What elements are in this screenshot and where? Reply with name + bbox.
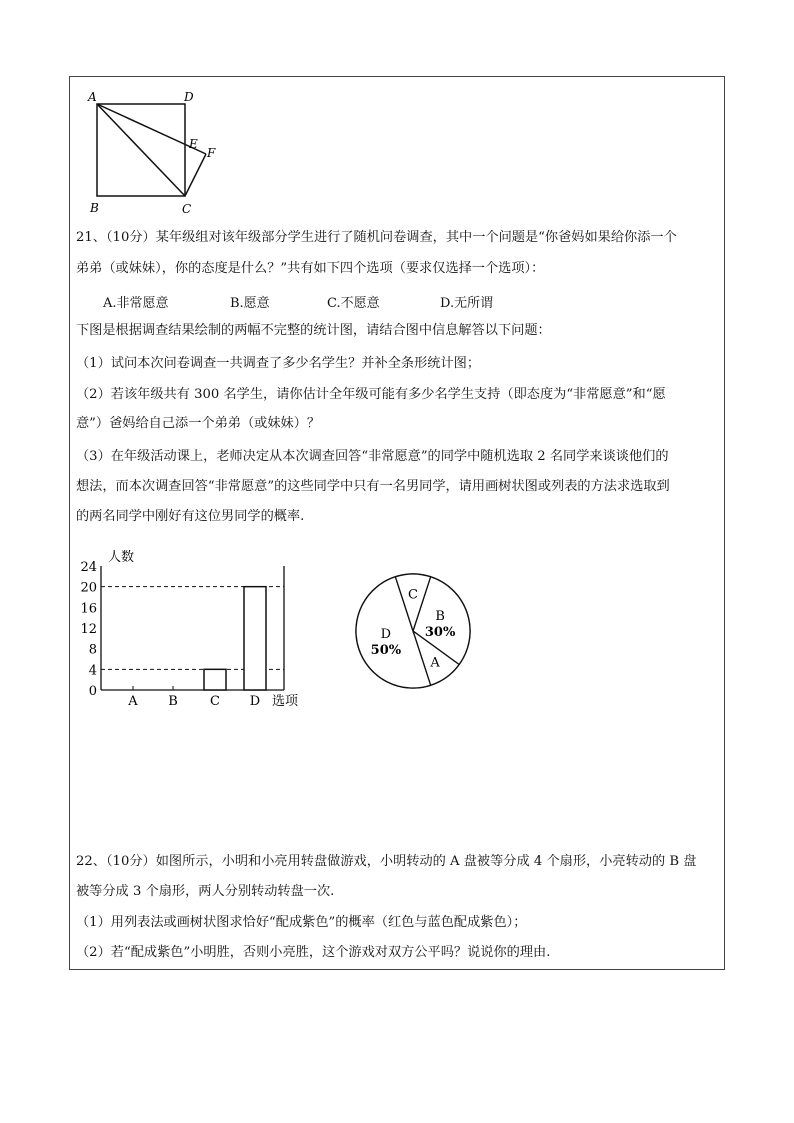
- y-tick-label: 8: [88, 642, 97, 658]
- q21-part2-line1: （2）若该年级共有 300 名学生，请你估计全年级可能有多少名学生支持（即态度为“非常愿意”和“愿: [76, 387, 666, 402]
- x-tick-label: C: [210, 694, 220, 709]
- q22-part2: （2）若“配成紫色”小明胜，否则小亮胜，这个游戏对双方公平吗？说说你的理由.: [76, 945, 551, 960]
- x-axis-label: 选项: [272, 694, 299, 709]
- pie-percent-label: 30%: [424, 625, 456, 641]
- y-axis-label: 人数: [108, 550, 135, 565]
- y-tick-label: 20: [80, 580, 97, 596]
- q21-intro: 下图是根据调查结果绘制的两幅不完整的统计图，请结合图中信息解答以下问题：: [76, 323, 551, 338]
- y-tick-label: 12: [80, 622, 97, 637]
- q21-part3-line3: 的两名同学中刚好有这位男同学的概率.: [76, 509, 305, 524]
- q22-line1: 22、（10分）如图所示，小明和小亮用转盘做游戏，小明转动的 A 盘被等分成 4 个扇形，小亮转动的 B 盘: [76, 854, 697, 869]
- bar-c: [204, 669, 226, 690]
- bar-chart: [80, 540, 320, 715]
- pie-label: D: [380, 626, 392, 642]
- label-b: B: [90, 201, 99, 215]
- pie-chart: [350, 568, 476, 694]
- label-d: D: [184, 90, 194, 104]
- q21-option-d: D.无所谓: [440, 296, 494, 311]
- x-tick-label: A: [128, 694, 138, 709]
- q22-part1: （1）用列表法或画树状图求恰好“配成紫色”的概率（红色与蓝色配成紫色）；: [76, 915, 527, 930]
- q22-line2: 被等分成 3 个扇形，两人分别转动转盘一次.: [76, 884, 335, 899]
- q21-option-a: A.非常愿意: [103, 296, 169, 311]
- pie-label: B: [435, 609, 445, 625]
- label-c: C: [182, 202, 192, 216]
- segment-fc: [185, 154, 206, 196]
- label-e: E: [189, 137, 198, 151]
- x-tick-label: D: [249, 694, 261, 709]
- q21-part3-line2: 想法，而本次调查回答“非常愿意”的这些同学中只有一名男同学，请用画树状图或列表的方法求选取到: [76, 479, 670, 494]
- segment-ac: [97, 104, 185, 196]
- pie-percent-label: 50%: [370, 642, 402, 658]
- q21-option-c: C.不愿意: [327, 296, 380, 311]
- q21-part1: （1）试问本次问卷调查一共调查了多少名学生？并补全条形统计图；: [76, 356, 481, 371]
- bar-d: [244, 587, 266, 690]
- y-tick-label: 4: [88, 663, 97, 679]
- label-f: F: [207, 146, 216, 160]
- label-a: A: [88, 90, 97, 104]
- y-tick-label: 24: [80, 560, 97, 575]
- x-tick-label: B: [168, 694, 178, 709]
- q21-line1: 21、（10分）某年级组对该年级部分学生进行了随机问卷调查，其中一个问题是“你爸妈如果给你添一个: [76, 230, 677, 245]
- q21-line2: 弟弟（或妹妹），你的态度是什么？”共有如下四个选项（要求仅选择一个选项）：: [76, 261, 545, 276]
- y-tick-label: 0: [88, 684, 97, 699]
- q21-part2-line2: 意”）爸妈给自己添一个弟弟（或妹妹）？: [76, 416, 321, 431]
- y-tick-label: 16: [80, 601, 97, 617]
- geometry-figure: [86, 86, 226, 220]
- q21-option-b: B.愿意: [230, 296, 270, 311]
- pie-label: A: [430, 655, 440, 671]
- pie-label: C: [408, 587, 418, 603]
- q21-part3-line1: （3）在年级活动课上，老师决定从本次调查回答“非常愿意”的同学中随机选取 2 名同学来谈谈他们的: [76, 449, 669, 464]
